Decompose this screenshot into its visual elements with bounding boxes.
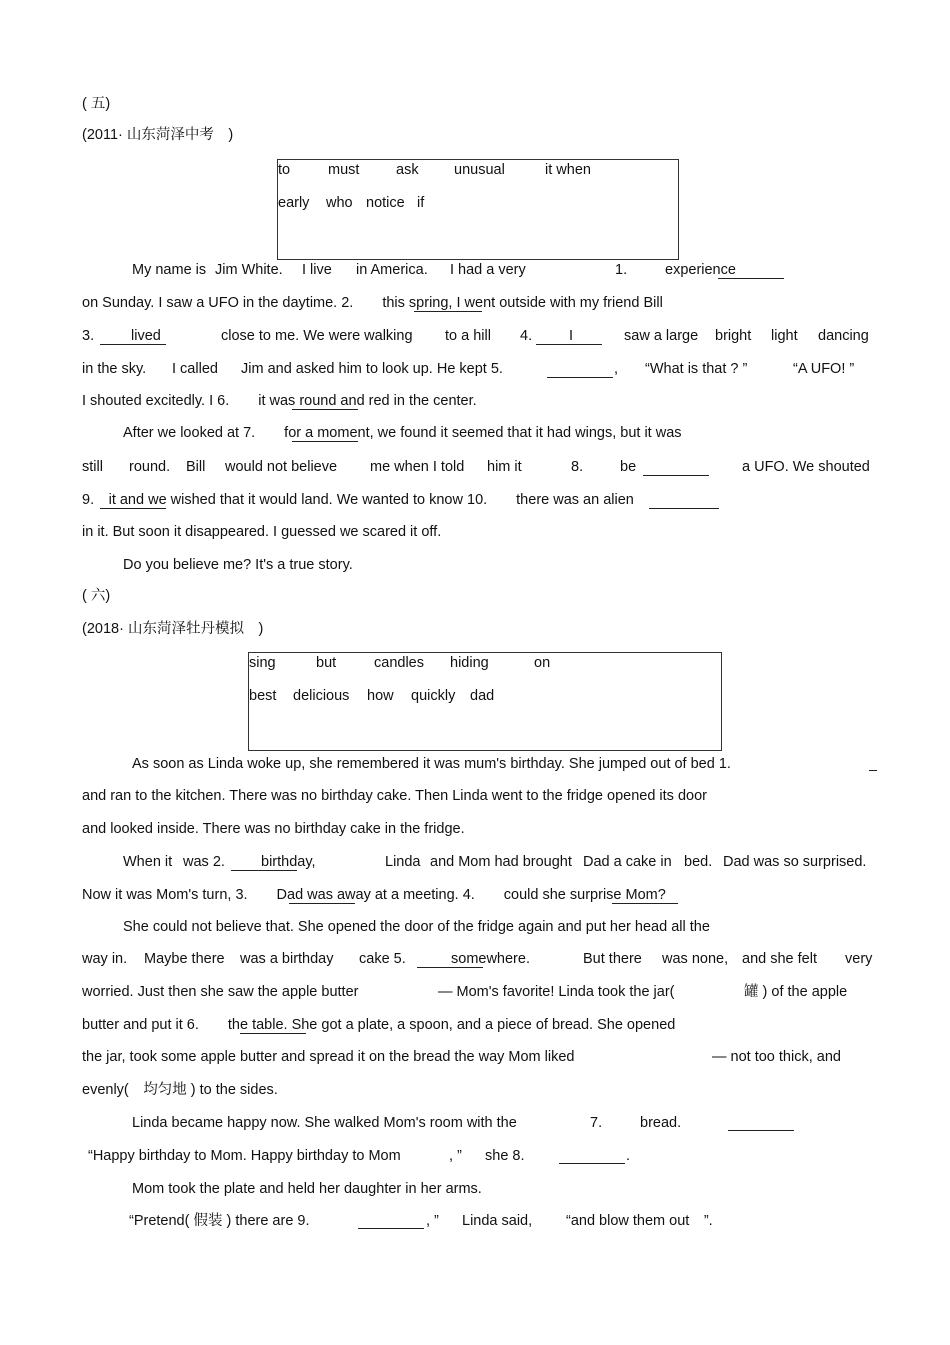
passage-text: birthday, [261, 854, 316, 870]
passage-text: him it [487, 459, 522, 475]
passage-text: evenly( 均匀地 ) to the sides. [82, 1082, 278, 1098]
word-bank-word: delicious [293, 688, 350, 704]
answer-blank[interactable] [358, 1211, 424, 1229]
passage-text: was a birthday [240, 951, 334, 967]
blank-number: 8. [571, 459, 584, 475]
answer-blank[interactable] [643, 457, 709, 476]
answer-blank[interactable] [292, 424, 358, 442]
passage-text: — Mom's favorite! Linda took the jar( [438, 984, 675, 1000]
passage-text: , ” [449, 1148, 462, 1164]
word-bank-word: notice [366, 195, 405, 211]
word-bank-word: if [417, 195, 425, 211]
word-bank-word: to [278, 162, 291, 178]
passage-text: Now it was Mom's turn, 3. Dad was away at a meeting. 4. could she surprise Mom? [82, 887, 666, 903]
word-bank-word: it when [545, 162, 591, 178]
passage-text: in it. But soon it disappeared. I guessed we scared it off. [82, 524, 442, 540]
passage-text: When it [123, 854, 173, 870]
word-bank-box-5 [277, 159, 679, 260]
word-bank-word: ask [396, 162, 419, 178]
passage-text: Dad a cake in [583, 854, 672, 870]
passage-text: be [620, 459, 637, 475]
passage-text: Do you believe me? It's a true story. [123, 557, 353, 573]
blank-number: 3. [82, 328, 95, 344]
passage-text: worried. Just then she saw the apple butter [82, 984, 359, 1000]
answer-blank[interactable] [100, 491, 166, 509]
blank-number: 7. [590, 1115, 603, 1131]
passage-text: and looked inside. There was no birthday cake in the fridge. [82, 821, 465, 837]
passage-text: I live [302, 262, 332, 278]
passage-text: butter and put it 6. the table. She got a plate, a spoon, and a piece of bread. She opened [82, 1017, 676, 1033]
answer-blank[interactable] [414, 294, 482, 312]
word-bank-word: unusual [454, 162, 505, 178]
passage-text: My name is [132, 262, 207, 278]
passage-text: Linda said, [462, 1213, 533, 1229]
passage-text: Jim White. [215, 262, 283, 278]
passage-text: the jar, took some apple butter and spread it on the bread the way Mom liked [82, 1049, 575, 1065]
word-bank-word: on [534, 655, 551, 671]
passage-text: experience [665, 262, 736, 278]
passage-text: Dad was so surprised. [723, 854, 867, 870]
passage-text: in the sky. [82, 361, 147, 377]
answer-blank[interactable] [289, 886, 355, 904]
passage-text: , [614, 361, 619, 377]
passage-text: in America. [356, 262, 428, 278]
blank-number: 1. [615, 262, 628, 278]
section-label-6: ( 六) [82, 588, 111, 604]
passage-text: round. [129, 459, 171, 475]
passage-text: was none, [662, 951, 729, 967]
answer-blank[interactable] [649, 491, 719, 509]
passage-text: to a hill [445, 328, 491, 344]
passage-text: “Happy birthday to Mom. Happy birthday to Mom [88, 1148, 401, 1164]
word-bank-word: quickly [411, 688, 456, 704]
passage-text: Mom took the plate and held her daughter in her arms. [132, 1181, 482, 1197]
passage-text: bright [715, 328, 752, 344]
word-bank-word: dad [470, 688, 495, 704]
passage-text: and Mom had brought [430, 854, 572, 870]
passage-text: close to me. We were walking [221, 328, 413, 344]
passage-text: still [82, 459, 103, 475]
passage-text: bread. [640, 1115, 682, 1131]
passage-text: . [626, 1148, 631, 1164]
word-bank-word: hiding [450, 655, 489, 671]
answer-blank[interactable] [292, 392, 358, 410]
answer-blank[interactable] [547, 359, 613, 378]
passage-text: I shouted excitedly. I 6. it was round and red in the center. [82, 393, 477, 409]
passage-text: and ran to the kitchen. There was no birthday cake. Then Linda went to the fridge opened its door [82, 788, 707, 804]
word-bank-word: best [249, 688, 277, 704]
passage-text: on Sunday. I saw a UFO in the daytime. 2. this spring, I went outside with my friend Bill [82, 295, 663, 311]
passage-text: “and blow them out ”. [566, 1213, 713, 1229]
passage-text: “What is that ? ” [645, 361, 748, 377]
section-label-5: ( 五) [82, 96, 111, 112]
passage-text: I [569, 328, 574, 344]
passage-text: “Pretend( 假装 ) there are 9. [129, 1213, 310, 1229]
passage-text: dancing [818, 328, 869, 344]
passage-text: cake 5. [359, 951, 406, 967]
answer-blank[interactable] [869, 757, 877, 771]
passage-text: somewhere. [451, 951, 530, 967]
passage-text: me when I told [370, 459, 465, 475]
passage-text: She could not believe that. She opened the door of the fridge again and put her head all the [123, 919, 710, 935]
blank-number: 4. [520, 328, 533, 344]
answer-blank[interactable] [728, 1113, 794, 1131]
passage-text: Linda became happy now. She walked Mom's room with the [132, 1115, 517, 1131]
answer-blank[interactable] [612, 886, 678, 904]
word-bank-word: candles [374, 655, 424, 671]
source-line-6: (2018· 山东菏泽牡丹模拟 ) [82, 621, 264, 637]
passage-text: After we looked at 7. for a moment, we found it seemed that it had wings, but it was [123, 425, 682, 441]
passage-text: 9. it and we wished that it would land. We wanted to know 10. there was an alien [82, 492, 634, 508]
passage-text: Linda [385, 854, 421, 870]
passage-text: , ” [426, 1213, 439, 1229]
passage-text: Bill [186, 459, 206, 475]
passage-text: “A UFO! ” [793, 361, 855, 377]
passage-text: bed. [684, 854, 713, 870]
passage-text: very [845, 951, 873, 967]
passage-text: I called [172, 361, 218, 377]
passage-text: lived [131, 328, 161, 344]
passage-text: a UFO. We shouted [742, 459, 870, 475]
passage-text: way in. [82, 951, 128, 967]
word-bank-word: must [328, 162, 360, 178]
passage-text: Maybe there [144, 951, 225, 967]
passage-text: light [771, 328, 798, 344]
passage-text: she 8. [485, 1148, 525, 1164]
passage-text: — not too thick, and [712, 1049, 841, 1065]
passage-text: But there [583, 951, 642, 967]
passage-text: Jim and asked him to look up. He kept 5. [241, 361, 503, 377]
passage-text: was 2. [183, 854, 225, 870]
word-bank-box-6 [248, 652, 722, 751]
answer-blank[interactable] [718, 260, 784, 279]
passage-text: 罐 ) of the apple [744, 984, 848, 1000]
passage-text: and she felt [742, 951, 817, 967]
passage-text: I had a very [450, 262, 526, 278]
passage-text: saw a large [624, 328, 699, 344]
word-bank-word: who [326, 195, 353, 211]
answer-blank[interactable] [559, 1146, 625, 1164]
word-bank-word: sing [249, 655, 276, 671]
answer-blank[interactable] [240, 1016, 306, 1034]
word-bank-word: but [316, 655, 337, 671]
word-bank-word: how [367, 688, 394, 704]
passage-text: As soon as Linda woke up, she remembered it was mum's birthday. She jumped out of bed 1. [132, 756, 731, 772]
passage-text: would not believe [225, 459, 338, 475]
source-line-5: (2011· 山东菏泽中考 ) [82, 127, 234, 143]
word-bank-word: early [278, 195, 310, 211]
